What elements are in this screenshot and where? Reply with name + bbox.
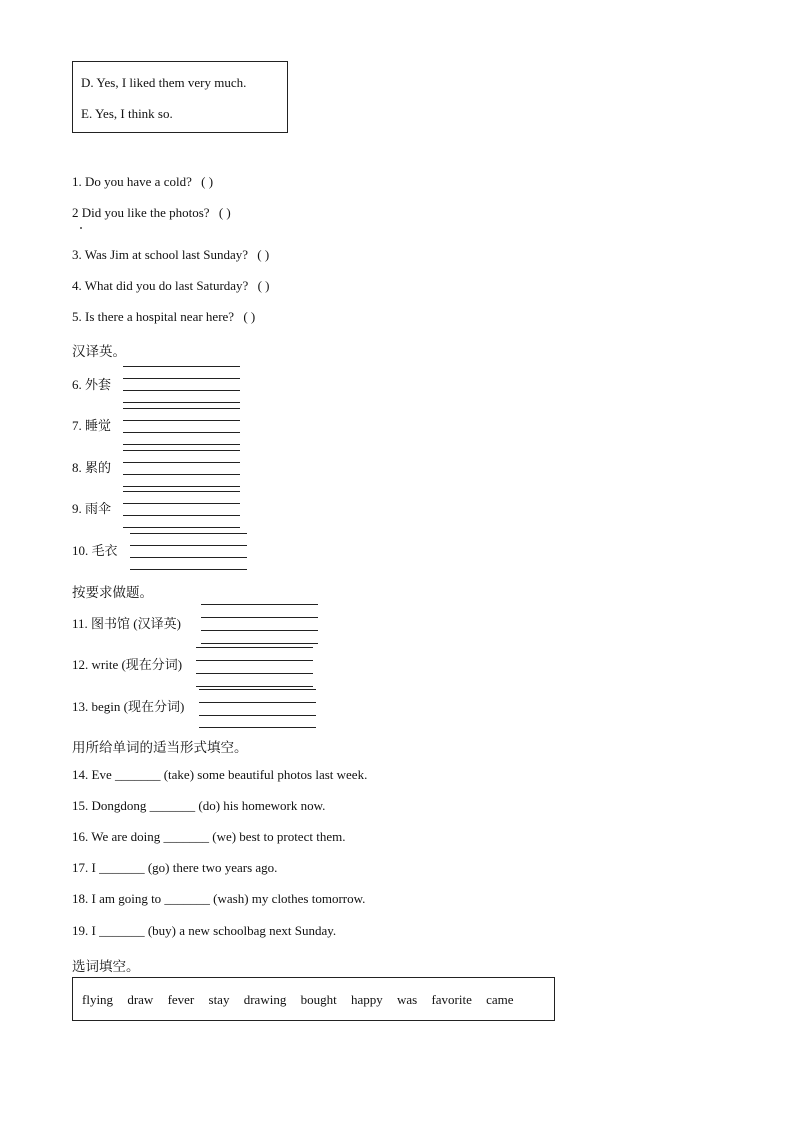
requirement-item-13: 13. begin (现在分词) [72,699,185,714]
question-text: 4. What did you do last Saturday? [72,278,249,293]
word-bank-box [72,977,555,1021]
translate-item-10: 10. 毛衣 [72,543,118,558]
word-bank-item: flying [82,992,114,1007]
translate-item-9: 9. 雨伞 [72,501,112,516]
fill-item-15[interactable]: 15. Dongdong _______ (do) his homework now. [72,798,326,813]
question-text: 1. Do you have a cold? [72,174,192,189]
requirement-item-11: 11. 图书馆 (汉译英) [72,616,181,631]
option-d: D. Yes, I liked them very much. [81,75,247,90]
section-heading-choose-words: 选词填空。 [72,959,140,975]
fill-item-14[interactable]: 14. Eve _______ (take) some beautiful photos last week. [72,767,368,782]
question-1 [72,174,213,190]
fill-item-16[interactable]: 16. We are doing _______ (we) best to protect them. [72,829,346,844]
fill-item-19[interactable]: 19. I _______ (buy) a new schoolbag next Sunday. [72,923,337,938]
answer-blank[interactable]: ( ) [257,278,270,293]
word-bank-item: draw [127,992,154,1007]
answer-blank[interactable]: ( ) [201,174,214,189]
section-heading-translate: 汉译英。 [72,344,126,360]
question-2 [72,205,231,221]
translate-item-8: 8. 累的 [72,460,112,475]
question-3 [72,247,269,263]
question-text: 2 Did you like the photos? [72,205,210,220]
question-5 [72,309,255,325]
requirement-item-12: 12. write (现在分词) [72,657,183,672]
word-bank-item: bought [300,992,337,1007]
answer-blank[interactable]: ( ) [218,205,231,220]
question-text: 5. Is there a hospital near here? [72,309,235,324]
option-e: E. Yes, I think so. [81,106,173,121]
question-4 [72,278,269,294]
word-bank-item: fever [167,992,195,1007]
options-box [72,61,288,133]
word-bank-item: stay [208,992,230,1007]
word-bank-item: happy [350,992,383,1007]
fill-item-17[interactable]: 17. I _______ (go) there two years ago. [72,860,278,875]
section-heading-requirements: 按要求做题。 [72,585,153,601]
translate-item-6: 6. 外套 [72,377,112,392]
word-bank [82,992,525,1008]
question-text: 3. Was Jim at school last Sunday? [72,247,249,262]
answer-blank[interactable]: ( ) [243,309,256,324]
word-bank-item: favorite [431,992,472,1007]
translate-item-7: 7. 睡觉 [72,418,112,433]
answer-blank[interactable]: ( ) [257,247,270,262]
section-heading-fill-forms: 用所给单词的适当形式填空。 [72,740,248,756]
fill-item-18[interactable]: 18. I am going to _______ (wash) my clothes tomorrow. [72,891,366,906]
word-bank-item: came [486,992,514,1007]
word-bank-item: was [396,992,418,1007]
word-bank-item: drawing [243,992,287,1007]
stray-dot [80,227,82,229]
